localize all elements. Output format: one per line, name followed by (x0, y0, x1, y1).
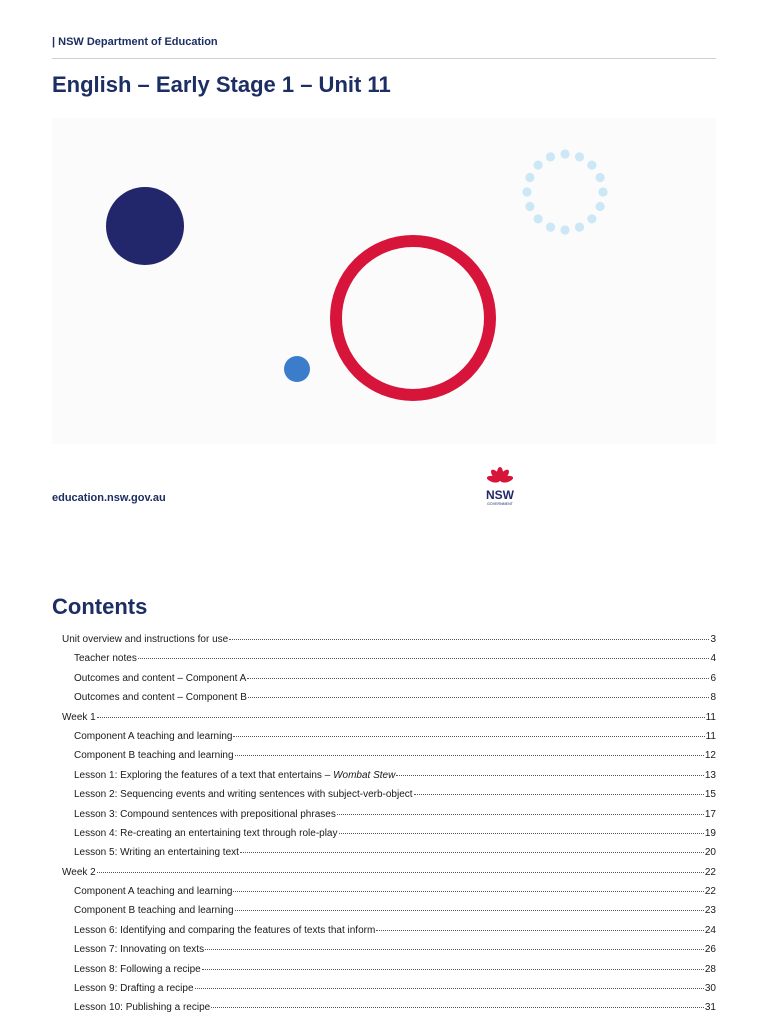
toc-dot-leader (211, 1006, 704, 1008)
toc-entry-title (62, 712, 96, 724)
toc-entry-title (74, 789, 413, 801)
toc-entry-title (74, 731, 232, 743)
toc-page-number: 12 (704, 750, 716, 762)
toc-dot-leader (240, 851, 704, 853)
toc-entry-title (74, 750, 234, 762)
toc-entry-title (62, 867, 96, 879)
toc-dot-leader (247, 677, 709, 679)
toc-dot-leader (205, 948, 704, 950)
toc-entry-title (74, 770, 395, 782)
ring-dot (525, 202, 534, 211)
toc-entry[interactable] (62, 789, 716, 808)
ring-dot (575, 152, 584, 161)
ring-dot (587, 214, 596, 223)
toc-entry-title-text: Component A teaching and learning (74, 730, 233, 742)
toc-entry-title-text: Lesson 6: Identifying and comparing the features of texts that inform (74, 924, 376, 936)
toc-entry[interactable] (62, 770, 716, 789)
toc-entry-title (74, 1002, 210, 1014)
toc-entry[interactable] (62, 983, 716, 1002)
toc-entry-title (74, 692, 247, 704)
toc-dot-leader (235, 754, 704, 756)
red-ring (336, 241, 490, 395)
toc-entry[interactable] (62, 731, 716, 750)
toc-entry-title-text: Lesson 8: Following a recipe (74, 963, 201, 975)
toc-page-number: 8 (710, 692, 716, 704)
toc-entry-title-text: Lesson 5: Writing an entertaining text (74, 847, 239, 859)
ring-dot (587, 161, 596, 170)
toc-entry-title-text: Component B teaching and learning (74, 905, 234, 917)
toc-dot-leader (97, 871, 704, 873)
toc-page-number: 6 (710, 672, 716, 684)
toc-dot-leader (97, 716, 705, 718)
ring-dot (560, 225, 569, 234)
toc-page-number: 11 (705, 711, 716, 723)
toc-page-number: 24 (704, 924, 716, 936)
toc-entry[interactable] (62, 1002, 716, 1021)
ring-dot (546, 152, 555, 161)
toc-entry-title-text: Lesson 10: Publishing a recipe (74, 1002, 211, 1014)
toc-page-number: 15 (704, 789, 716, 801)
toc-entry-title-text: Lesson 7: Innovating on texts (74, 944, 205, 956)
website-url: education.nsw.gov.au (52, 492, 166, 504)
toc-entry-title (74, 847, 239, 859)
running-header: | NSW Department of Education (52, 36, 716, 59)
toc-page-number: 26 (704, 944, 716, 956)
toc-entry[interactable] (62, 828, 716, 847)
toc-dot-leader (376, 929, 704, 931)
toc-entry-title-text: Outcomes and content – Component A (74, 672, 247, 684)
table-of-contents (62, 634, 716, 1022)
toc-entry-title (74, 886, 232, 898)
toc-entry-title (74, 925, 375, 937)
toc-page-number: 22 (704, 866, 716, 878)
document-title: English – Early Stage 1 – Unit 11 (52, 72, 391, 97)
ring-dot (598, 187, 607, 196)
toc-entry[interactable] (62, 925, 716, 944)
logo-wordmark: NSW (486, 488, 514, 502)
toc-dot-leader (195, 987, 704, 989)
toc-entry[interactable] (62, 944, 716, 963)
toc-dot-leader (233, 735, 704, 737)
toc-entry-title-text: Lesson 2: Sequencing events and writing sentences with subject-verb-object (74, 789, 413, 801)
toc-entry-title-text: Week 1 (62, 711, 96, 723)
toc-dot-leader (248, 696, 710, 698)
ring-dot (560, 149, 569, 158)
cover-artwork (52, 118, 716, 444)
toc-entry-title-text: Teacher notes (74, 653, 137, 665)
toc-entry-title-text: Lesson 1: Exploring the features of a text that entertains – (74, 769, 334, 781)
toc-entry[interactable] (62, 809, 716, 828)
toc-entry[interactable] (62, 634, 716, 653)
toc-entry[interactable] (62, 712, 716, 731)
toc-page-number: 19 (704, 827, 716, 839)
toc-dot-leader (235, 909, 704, 911)
toc-page-number: 20 (704, 847, 716, 859)
toc-entry[interactable] (62, 964, 716, 983)
toc-entry[interactable] (62, 847, 716, 866)
logo-subtext: GOVERNMENT (487, 502, 513, 506)
toc-entry-title (74, 964, 201, 976)
toc-page-number: 3 (710, 634, 716, 645)
toc-entry[interactable] (62, 750, 716, 769)
toc-entry-title-text: Lesson 9: Drafting a recipe (74, 983, 194, 995)
ring-dot (522, 187, 531, 196)
blue-dot (284, 356, 310, 382)
toc-entry-title (62, 634, 228, 646)
contents-heading: Contents (52, 594, 148, 619)
toc-entry-title-text: Week 2 (62, 866, 96, 878)
ring-dot (596, 173, 605, 182)
toc-entry-title (74, 944, 204, 956)
toc-page-number: 22 (704, 886, 716, 898)
toc-page-number: 13 (704, 769, 716, 781)
toc-entry-title-text: Lesson 4: Re-creating an entertaining text through role-play (74, 827, 338, 839)
toc-page-number: 17 (704, 808, 716, 820)
toc-page-number: 4 (710, 653, 716, 665)
dotted-ring (522, 149, 607, 234)
toc-entry-title (74, 673, 246, 685)
toc-entry-title-text: Unit overview and instructions for use (62, 634, 229, 645)
ring-dot (546, 223, 555, 232)
toc-page-number: 23 (704, 905, 716, 917)
toc-entry-title-italic: Wombat Stew (333, 769, 396, 781)
toc-entry-title-text: Outcomes and content – Component B (74, 692, 247, 704)
toc-entry[interactable] (62, 692, 716, 711)
toc-entry[interactable] (62, 886, 716, 905)
toc-dot-leader (233, 890, 703, 892)
toc-dot-leader (337, 813, 704, 815)
ring-dot (575, 223, 584, 232)
ring-dot (525, 173, 534, 182)
toc-entry-title-text: Component B teaching and learning (74, 750, 234, 762)
ring-dot (534, 161, 543, 170)
toc-entry-title (74, 905, 234, 917)
toc-dot-leader (229, 638, 709, 640)
toc-entry-title (74, 828, 338, 840)
toc-dot-leader (202, 968, 704, 970)
ring-dot (534, 214, 543, 223)
nsw-government-logo-icon (478, 464, 522, 508)
toc-entry[interactable] (62, 653, 716, 672)
toc-page-number: 28 (704, 963, 716, 975)
toc-dot-leader (138, 657, 710, 659)
toc-entry-title-text: Lesson 3: Compound sentences with prepositional phrases (74, 808, 336, 820)
toc-dot-leader (339, 832, 704, 834)
toc-entry[interactable] (62, 867, 716, 886)
toc-page-number: 11 (705, 730, 716, 742)
toc-page-number: 30 (704, 983, 716, 995)
toc-entry-title (74, 809, 336, 821)
toc-entry[interactable] (62, 905, 716, 924)
toc-entry[interactable] (62, 673, 716, 692)
toc-entry-title (74, 653, 137, 665)
decorative-circles (52, 118, 716, 444)
ring-dot (596, 202, 605, 211)
toc-entry-title-text: Component A teaching and learning (74, 886, 233, 898)
toc-entry-title (74, 983, 194, 995)
navy-dot (106, 187, 184, 265)
toc-page-number: 31 (704, 1002, 716, 1014)
toc-dot-leader (414, 793, 704, 795)
toc-dot-leader (396, 774, 704, 776)
